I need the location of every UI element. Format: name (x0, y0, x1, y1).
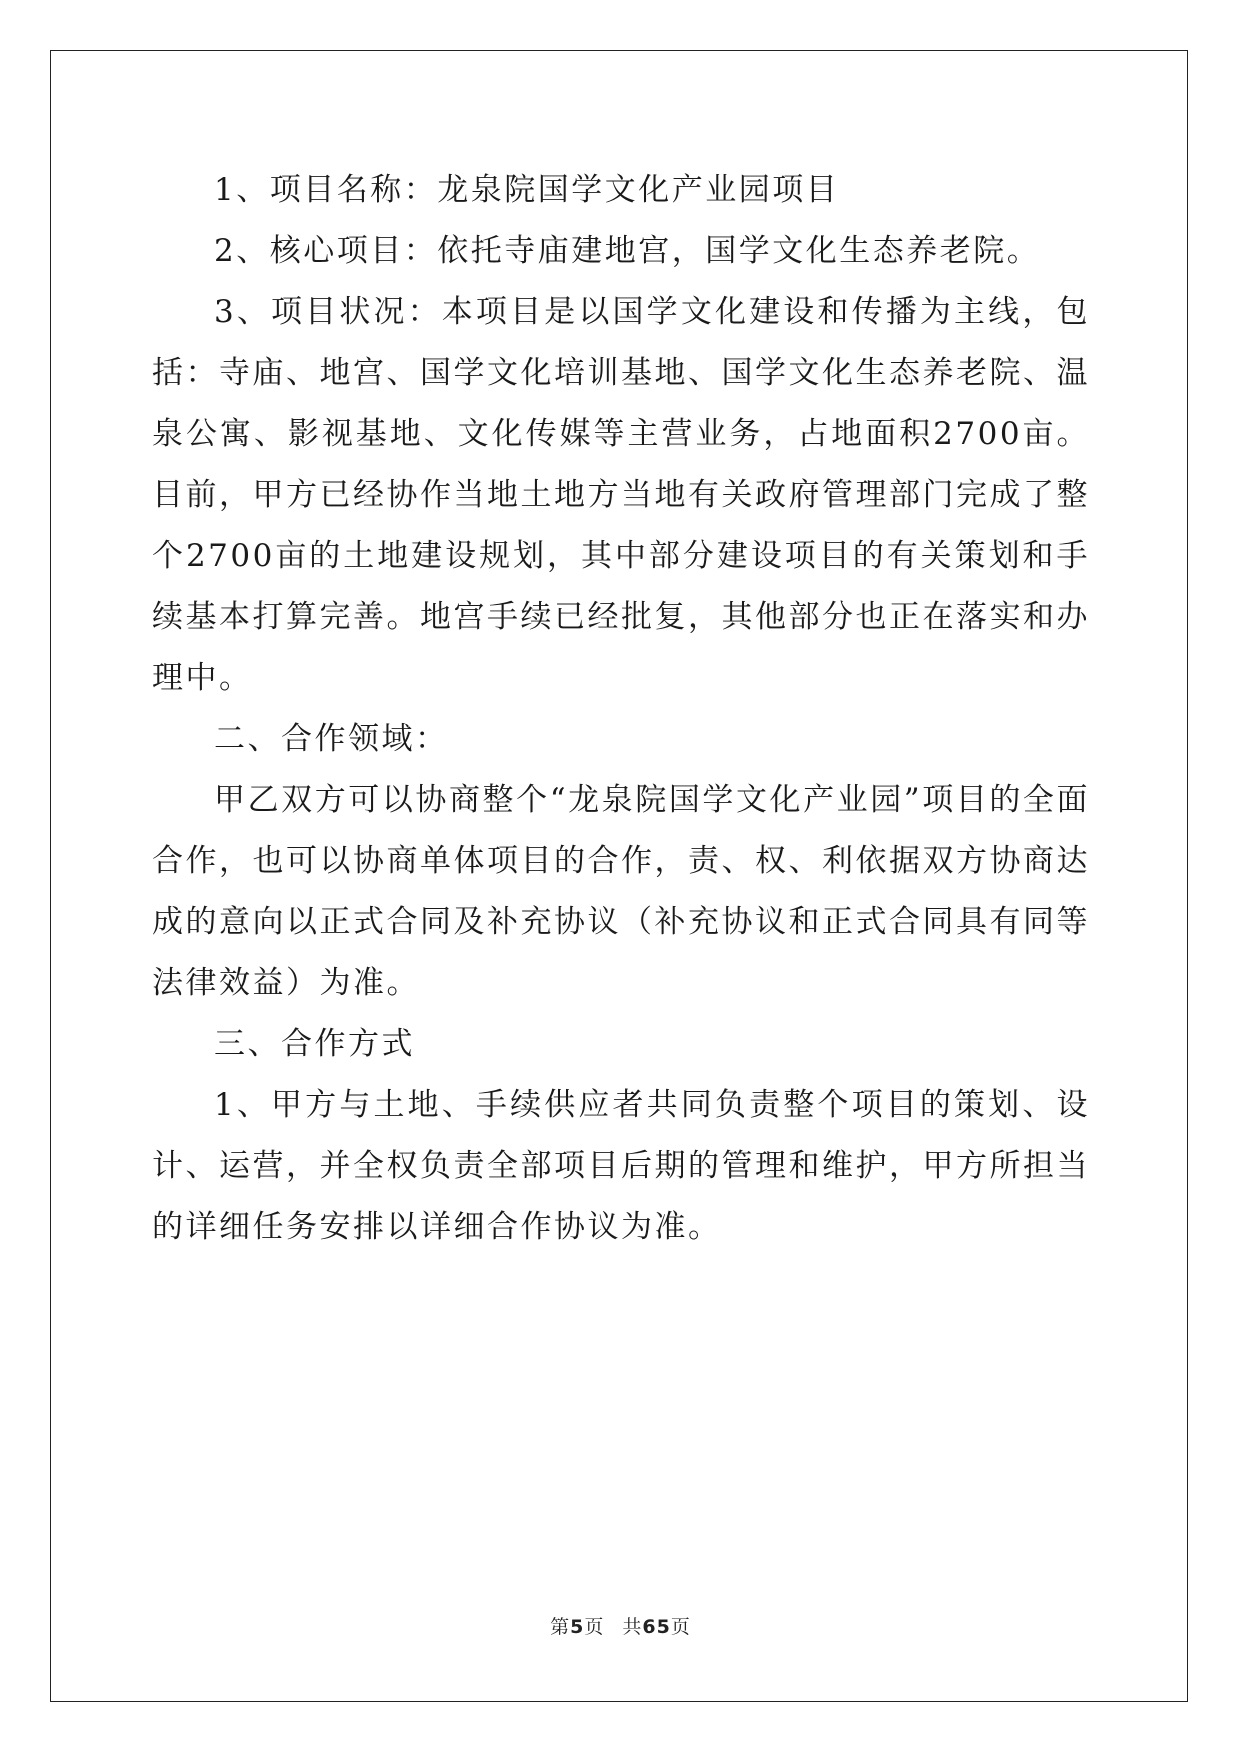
paragraph-core-project: 2、核心项目：依托寺庙建地宫，国学文化生态养老院。 (214, 233, 1041, 269)
heading-cooperation-field: 二、合作领域： (214, 721, 449, 757)
page-total: 65 (642, 1616, 671, 1638)
page-current: 5 (570, 1616, 585, 1638)
document-body (152, 160, 1090, 1258)
total-prefix: 共 (622, 1616, 643, 1638)
page-footer (0, 1612, 1241, 1639)
total-unit: 页 (670, 1616, 691, 1638)
page-prefix: 第 (550, 1616, 571, 1638)
paragraph-project-status: 3、项目状况：本项目是以国学文化建设和传播为主线，包括：寺庙、地宫、国学文化培训基地、国学文化生态养老院、温泉公寓、影视基地、文化传媒等主营业务，占地面积2700亩。目前，甲方已经协作当地土地方当地有关政府管理部门完成了整个2700亩的土地建设规划，其中部分建设项目的有关策划和手续基本打算完善。地宫手续已经批复，其他部分也正在落实和办理中。 (152, 294, 1090, 696)
paragraph-cooperation-field: 甲乙双方可以协商整个“龙泉院国学文化产业园”项目的全面合作，也可以协商单体项目的合作，责、权、利依据双方协商达成的意向以正式合同及补充协议（补充协议和正式合同具有同等法律效益）为准。 (152, 782, 1090, 1001)
paragraph-project-name: 1、项目名称：龙泉院国学文化产业园项目 (214, 172, 840, 208)
heading-cooperation-method: 三、合作方式 (214, 1026, 415, 1062)
paragraph-cooperation-method-1: 1、甲方与土地、手续供应者共同负责整个项目的策划、设计、运营，并全权负责全部项目后期的管理和维护，甲方所担当的详细任务安排以详细合作协议为准。 (152, 1087, 1090, 1245)
page-unit: 页 (584, 1616, 605, 1638)
